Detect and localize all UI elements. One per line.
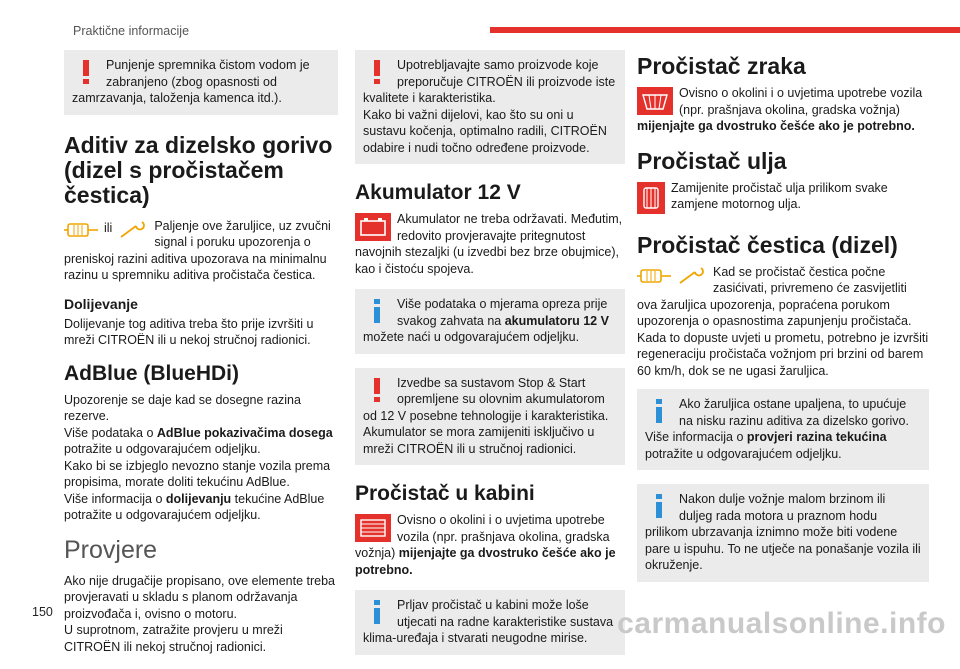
- service-wrench-icon: [677, 266, 707, 286]
- heading-adblue: AdBlue (BlueHDi): [64, 361, 239, 385]
- heading-aditiv: Aditiv za dizelsko gorivo (dizel s pročistačem čestica): [64, 131, 333, 208]
- warning-exclamation-icon: [74, 59, 98, 85]
- info-icon: [647, 493, 671, 519]
- ulje-paragraph: Zamijenite pročistač ulja prilikom svake zamjene motornog ulja.: [637, 180, 929, 213]
- battery-icon: [355, 213, 391, 241]
- zrak-paragraph: Ovisno o okolini i o uvjetima upotrebe vozila (npr. prašnjava okolina, gradska vožnja) mijenjajte ga dvostruko češće ako je potrebno.: [637, 86, 923, 133]
- cabin-filter-icon: [355, 514, 391, 542]
- warning-note-products: Upotrebljavajte samo proizvode koje preporučuje CITROËN ili proizvode iste kvalitete i karakteristika. Kako bi važni dijelovi, kao što su oni u sustavu kočenja, optimalno radili, CITROËN odabire i nudi točno određene proizvode.: [355, 50, 625, 164]
- info-icon: [647, 398, 671, 424]
- warning-note-stopstart: Izvedbe sa sustavom Stop & Start opremljene su olovnim akumulatorom od 12 V posebne tehnologije i karakteristika. Akumulator se mora zamijeniti isključivo u mreži CITROËN ili u stručnoj radionici.: [355, 368, 625, 466]
- heading-provjere: Provjere: [64, 535, 158, 564]
- aditiv-paragraph: ili Paljenje ove žaruljice, uz zvučni signal i poruku upozorenja o preniskoj razini aditiva upozorava na minimalnu razinu u spremniku aditiva pročistača čestica.: [64, 218, 331, 282]
- warning-exclamation-icon: [365, 377, 389, 403]
- watermark: carmanualsonline.info: [617, 607, 946, 640]
- column-1: [64, 50, 338, 663]
- info-icon: [365, 298, 389, 324]
- warning-exclamation-icon: [365, 59, 389, 85]
- info-note-additive: Ako žaruljica ostane upaljena, to upućuje na nisku razinu aditiva za dizelsko gorivo. Više informacija o provjeri razina tekućina potražite u odgovarajućem odjeljku.: [637, 389, 929, 470]
- info-note-battery: Više podataka o mjerama opreza prije svakog zahvata na akumulatoru 12 V možete naći u odgovarajućem odjeljku.: [355, 289, 625, 354]
- adblue-paragraph: Upozorenje se daje kad se dosegne razina rezerve. Više podataka o AdBlue pokazivačima dosega potražite u odgovarajućem odjeljku. Kako bi se izbjeglo nevozno stanje vozila prema propisima, morate doliti tekućinu AdBlue. Više informacija o dolijevanju tekućine AdBlue potražite u odgovarajućem odjeljku.: [64, 392, 333, 522]
- heading-cestica: Pročistač čestica (dizel): [637, 231, 898, 258]
- info-icon: [365, 599, 389, 625]
- running-header: Praktične informacije: [73, 24, 190, 38]
- oil-filter-icon: [637, 182, 665, 214]
- warning-note-water: Punjenje spremnika čistom vodom je zabranjeno (zbog opasnosti od zamrzavanja, taloženja kamenca itd.).: [64, 50, 338, 115]
- heading-ulje: Pročistač ulja: [637, 147, 787, 174]
- heading-dolijevanje: Dolijevanje: [64, 295, 138, 312]
- heading-zrak: Pročistač zraka: [637, 53, 806, 79]
- particle-filter-warning-icon: [637, 266, 671, 286]
- air-filter-icon: [637, 87, 673, 115]
- info-note-vapour: Nakon dulje vožnje malom brzinom ili duljeg rada motora u praznom hodu prilikom ubrzavanja iznimno može biti vodene pare u ispuhu. To ne utječe na ponašanje vozila ili okruženje.: [637, 484, 929, 582]
- service-wrench-icon: [118, 220, 148, 240]
- provjere-paragraph: Ako nije drugačije propisano, ove elemente treba provjeravati u skladu s planom održavanja proizvođača i, ovisno o motoru. U suprotnom, zatražite provjeru u mreži CITROËN ili nekoj stručnoj radionici.: [64, 573, 336, 654]
- header-accent-bar: [490, 27, 960, 33]
- page-number: 150: [32, 605, 53, 619]
- dolijevanje-text: Dolijevanje tog aditiva treba što prije izvršiti u mreži CITROËN ili u nekoj stručnoj radionici.: [64, 316, 314, 347]
- column-2: [355, 50, 625, 669]
- particle-filter-warning-icon: [64, 220, 98, 240]
- kabina-paragraph: Ovisno o okolini i o uvjetima upotrebe vozila (npr. prašnjava okolina, gradska vožnja) mijenjajte ga dvostruko češće ako je potrebno.: [355, 513, 616, 577]
- heading-akumulator: Akumulator 12 V: [355, 181, 521, 204]
- heading-kabina: Pročistač u kabini: [355, 482, 535, 505]
- akumulator-paragraph: Akumulator ne treba održavati. Međutim, redovito provjeravajte pritegnutost navojnih stezaljki (u izvedbi bez brze obujmice), kao i čistoću spojeva.: [355, 212, 623, 276]
- info-note-cabin: Prljav pročistač u kabini može loše utjecati na radne karakteristike sustava klima-uređaja i stvarati neugodne mirise.: [355, 590, 625, 655]
- column-3: [637, 50, 929, 596]
- cestica-paragraph: Kad se pročistač čestica počne zasićivati, privremeno će zasvijetliti ova žaruljica upozorenja, popraćena porukom upozorenja o opasnostima zapunjenju pročistača. Kada to dopuste uvjeti u prometu, potrebno je izvršiti regeneraciju pročistača vožnjom pri brzini od barem 60 km/h, dok se ne ugasi žaruljica.: [637, 264, 929, 378]
